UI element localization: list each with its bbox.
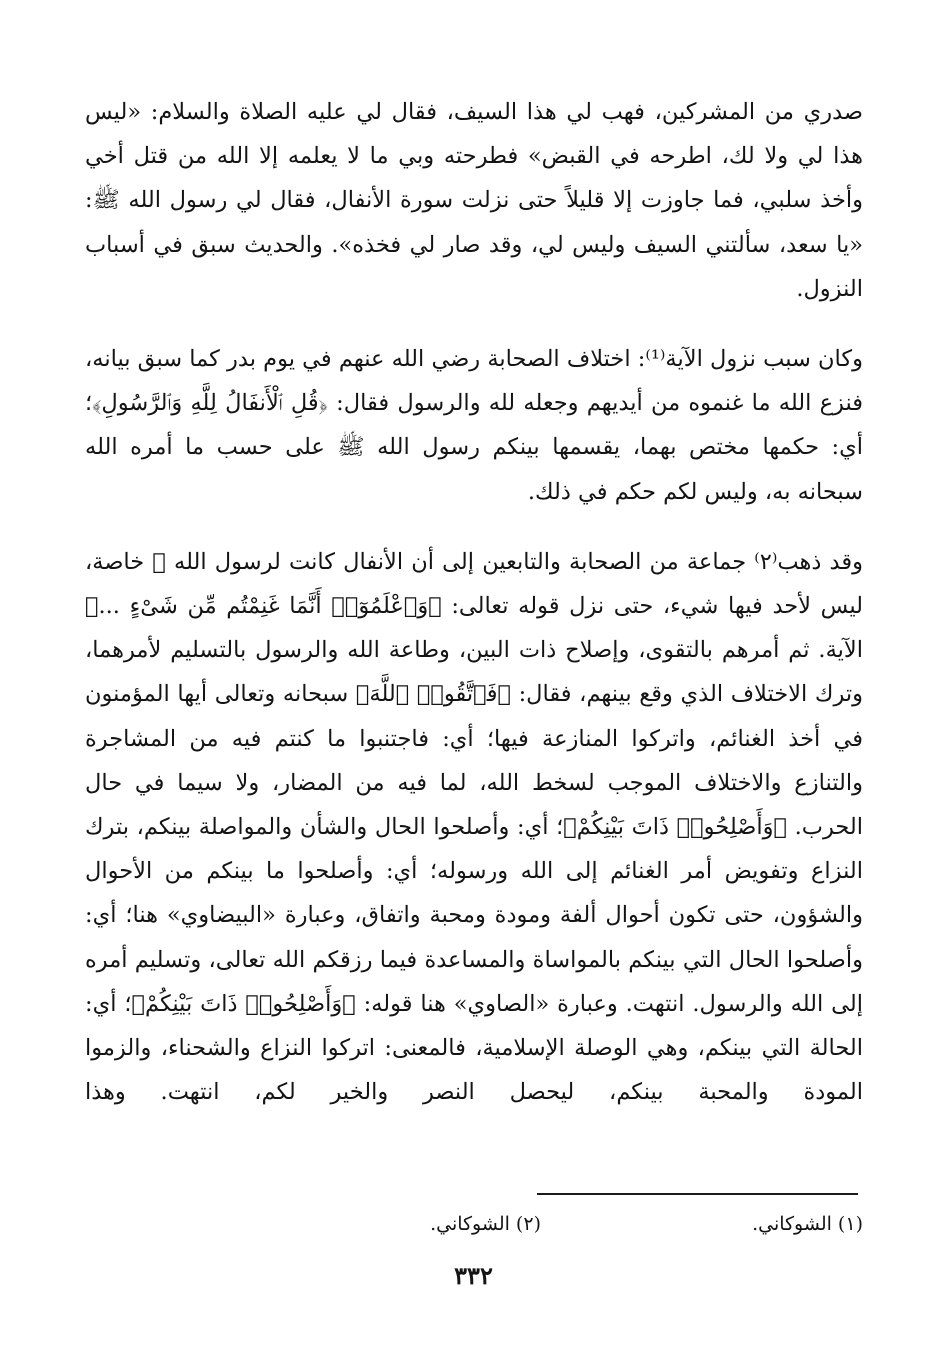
footnote-2: (٢) الشوكاني. — [430, 1213, 541, 1235]
page-number: ٣٣٢ — [454, 1261, 493, 1290]
main-text — [85, 90, 863, 1114]
footnote-1: (١) الشوكاني. — [752, 1213, 863, 1235]
footnote-separator — [537, 1193, 858, 1195]
paragraph-anfal-ruling: وقد ذهب⁽٢⁾ جماعة من الصحابة والتابعين إلى أن الأنفال كانت لرسول الله ﷺ خاصة، ليس لأحد فيها شيء، حتى نزل قوله تعالى: ﴿وَٱعْلَمُوٓا۟ أَنَّمَا غَنِمْتُم مِّن شَىْءٍ ...﴾ الآية. ثم أمرهم بالتقوى، وإصلاح ذات البين، وطاعة الله والرسول بالتسليم لأمرهما، وترك الاختلاف الذي وقع بينهم، فقال: ﴿فَٱتَّقُوا۟ ٱللَّهَ﴾ سبحانه وتعالى أيها المؤمنون في أخذ الغنائم، واتركوا المنازعة فيها؛ أي: فاجتنبوا ما كنتم فيه من المشاجرة والتنازع والاختلاف الموجب لسخط الله، لما فيه من المضار، ولا سيما في حال الحرب. ﴿وَأَصْلِحُوا۟ ذَاتَ بَيْنِكُمْ﴾؛ أي: وأصلحوا الحال والشأن والمواصلة بينكم، بترك النزاع وتفويض أمر الغنائم إلى الله ورسوله؛ أي: وأصلحوا ما بينكم من الأحوال والشؤون، حتى تكون أحوال ألفة ومودة ومحبة واتفاق، وعبارة «البيضاوي» هنا؛ أي: وأصلحوا الحال التي بينكم بالمواساة والمساعدة فيما رزقكم الله تعالى، وتسليم أمره إلى الله والرسول. انتهت. وعبارة «الصاوي» هنا قوله: ﴿وَأَصْلِحُوا۟ ذَاتَ بَيْنِكُمْ﴾؛ أي: الحالة التي بينكم، وهي الوصلة الإسلامية، فالمعنى: اتركوا النزاع والشحناء، والزموا المودة والمحبة بينكم، ليحصل النصر والخير لكم، انتهت. وهذا — [85, 548, 863, 1106]
paragraph-continuation: صدري من المشركين، فهب لي هذا السيف، فقال لي عليه الصلاة والسلام: «ليس هذا لي ولا لك، اطرحه في القبض» فطرحته وبي ما لا يعلمه إلا الله من قتل أخي وأخذ سلبي، فما جاوزت إلا قليلاً حتى نزلت سورة الأنفال، فقال لي رسول الله ﷺ: «يا سعد، سألتني السيف وليس لي، وقد صار لي فخذه». والحديث سبق في أسباب النزول. — [85, 99, 863, 302]
paragraph-revelation-cause: وكان سبب نزول الآية⁽¹⁾: اختلاف الصحابة رضي الله عنهم في يوم بدر كما سبق بيانه، فنزع الله ما غنموه من أيديهم وجعله لله والرسول فقال: ﴿قُلِ ٱلْأَنفَالُ لِلَّهِ وَٱلرَّسُولِ﴾؛ أي: حكمها مختص بهما، يقسمها بينكم رسول الله ﷺ على حسب ما أمره الله سبحانه به، وليس لكم حكم في ذلك. — [85, 346, 863, 505]
footnotes — [85, 1205, 863, 1245]
